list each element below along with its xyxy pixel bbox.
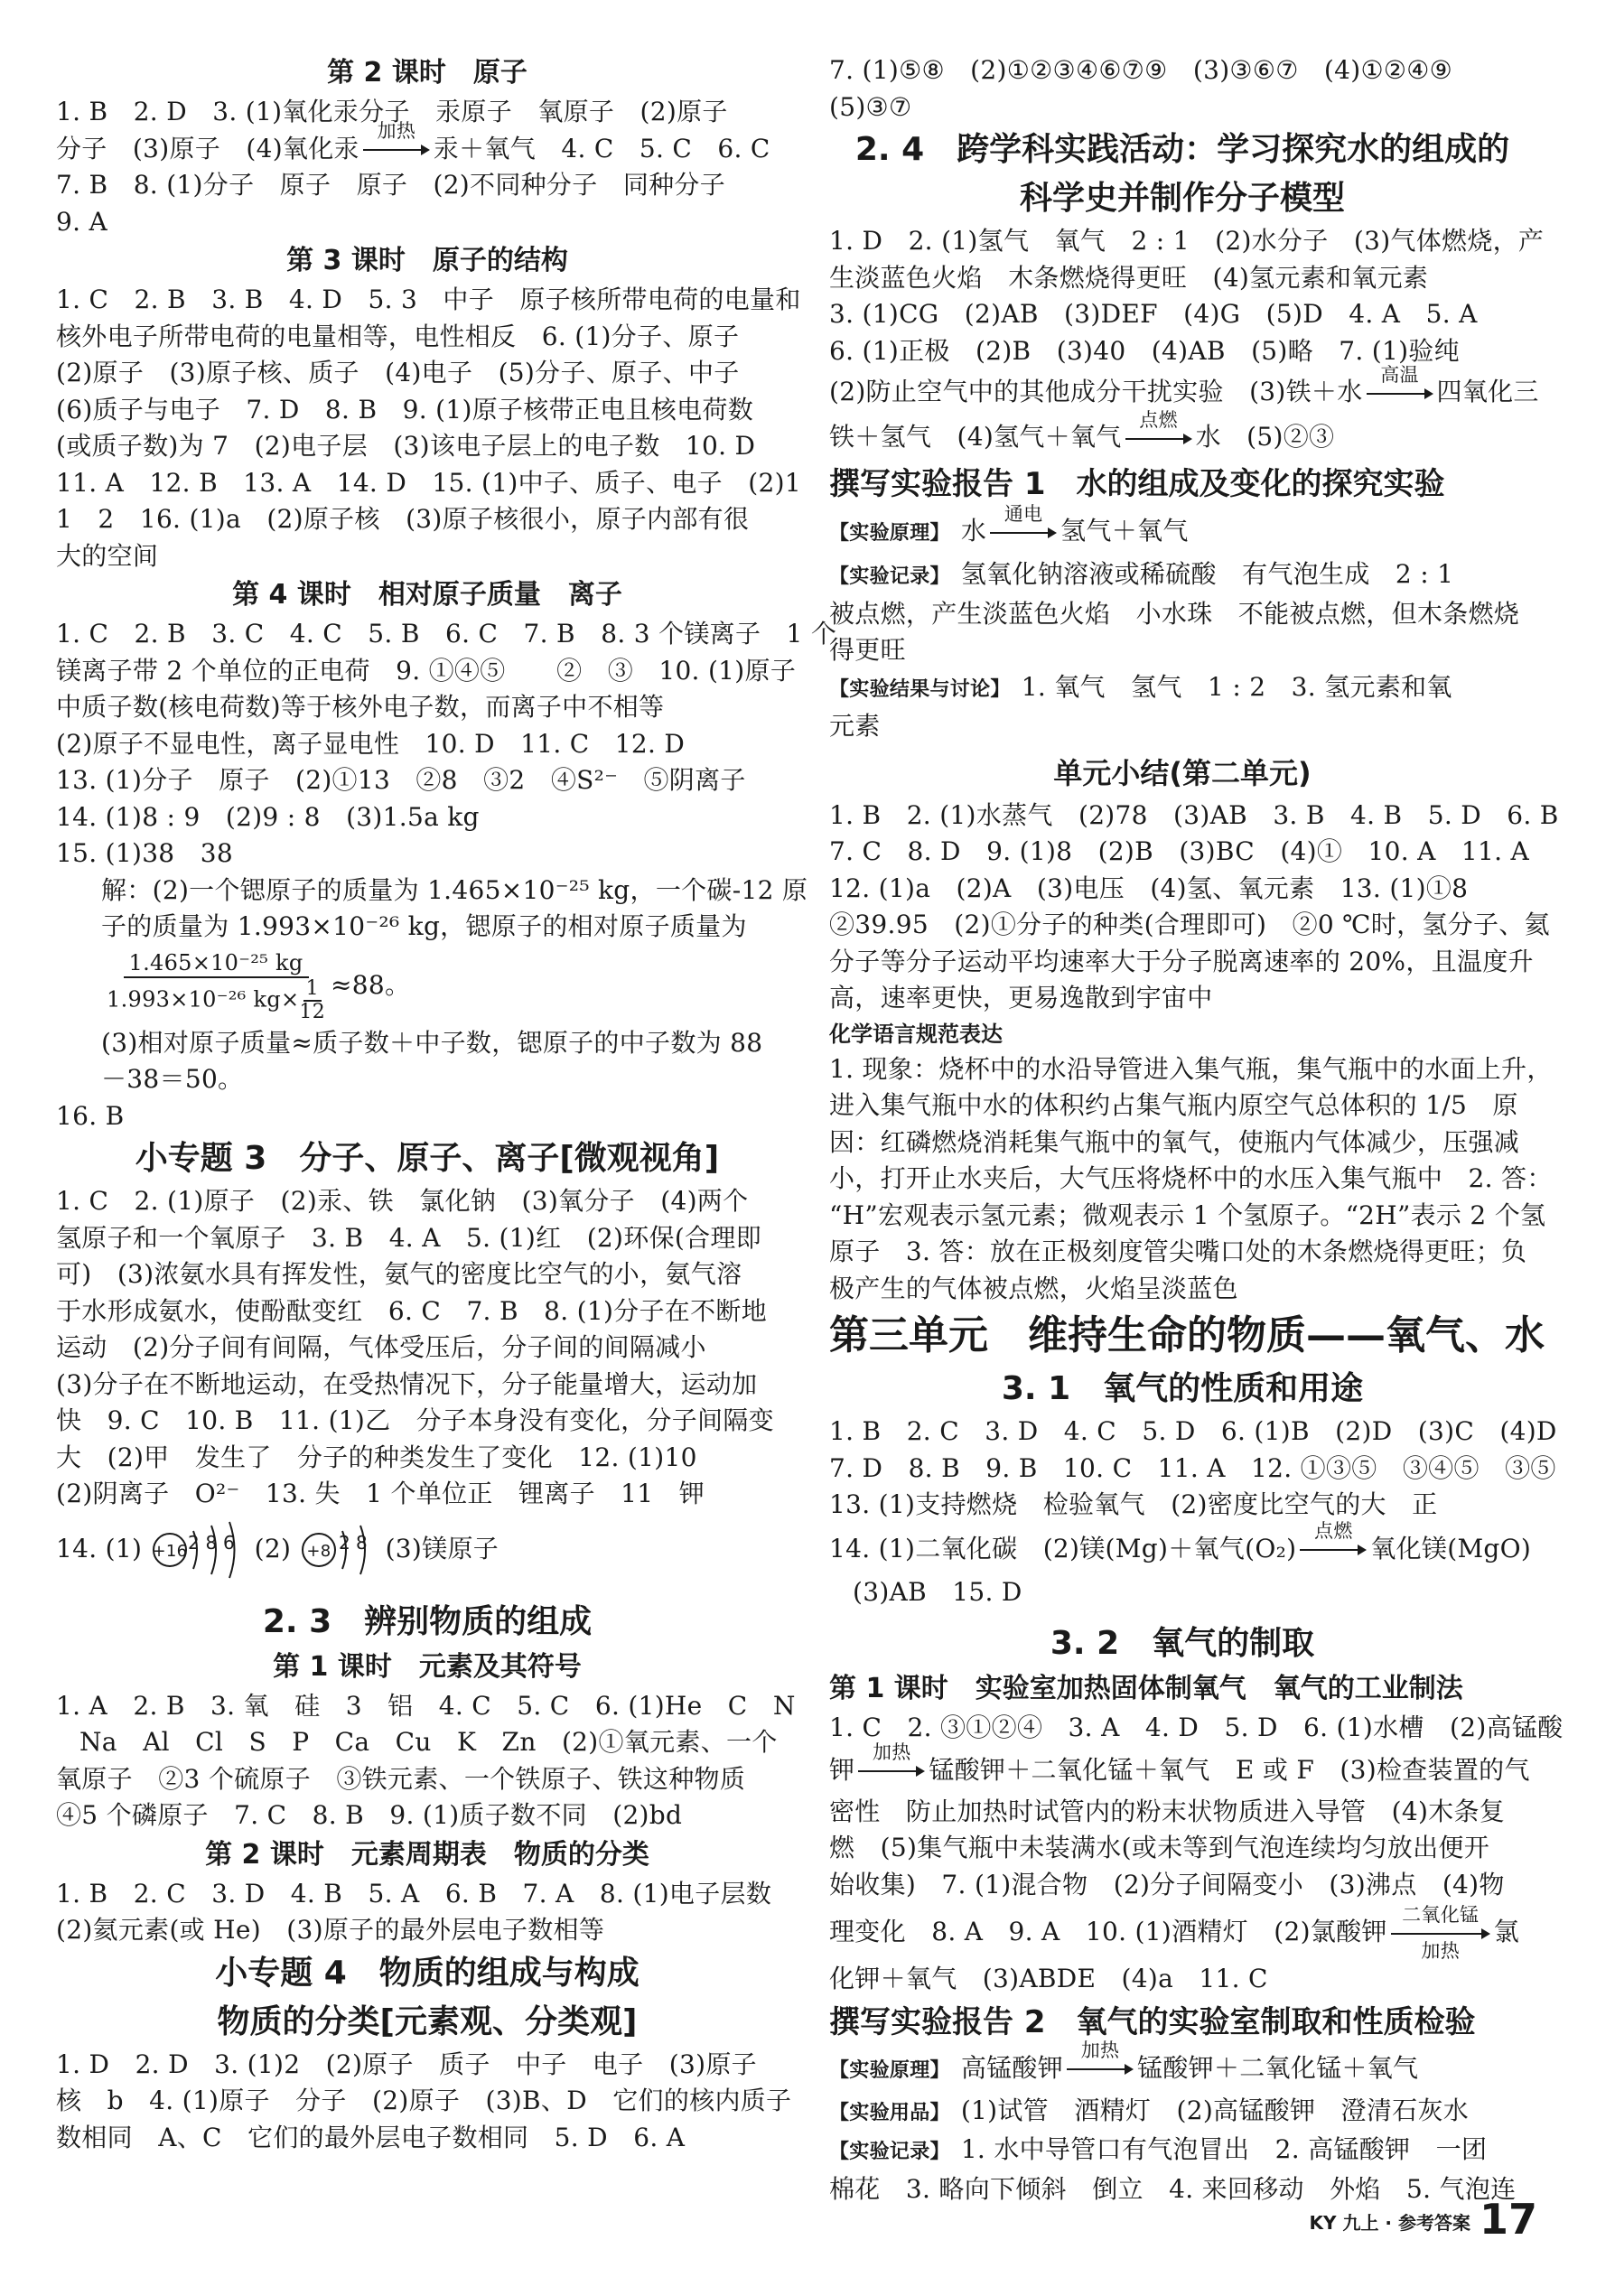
answer-line: ②39.95 (2)①分子的种类(合理即可) ②0 ℃时，氢分子、氦 <box>829 910 1550 939</box>
subsection-title: 化学语言规范表达 <box>829 1021 1003 1047</box>
answer-line: 3. (1)CG (2)AB (3)DEF (4)G (5)D 4. A 5. A <box>829 299 1478 329</box>
answer-line: 1. B 2. (1)水蒸气 (2)78 (3)AB 3. B 4. B 5. D 6. B <box>829 799 1559 830</box>
answer-line-equation: (2)防止空气中的其他成分干扰实验 (3)铁＋水 高温 四氧化三 <box>829 363 1539 406</box>
answer-line: (2)阴离子 O²⁻ 13. 失 1 个单位正 锂离子 11 钾 <box>56 1479 705 1508</box>
answer-line: 13. (1)分子 原子 (2)①13 ②8 ③2 ④S²⁻ ⑤阴离子 <box>56 765 746 795</box>
section-title: 3. 2 氧气的制取 <box>1050 1625 1315 1662</box>
reaction-arrow: 加热 <box>363 144 430 156</box>
answer-line: ④5 个磷原子 7. C 8. B 9. (1)质子数不同 (2)bd <box>56 1800 683 1830</box>
topic-title: 小专题 3 分子、原子、离子[微观视角] <box>135 1140 720 1177</box>
lesson-title: 第 1 课时 元素及其符号 <box>273 1650 582 1683</box>
report-result: 【实验结果与讨论】 1. 氧气 氢气 1 : 2 3. 氢元素和氧 <box>829 671 1452 702</box>
answer-line: 1. B 2. C 3. D 4. B 5. A 6. B 7. A 8. (1)电子层数 <box>56 1878 772 1909</box>
lesson-title: 第 2 课时 原子 <box>327 57 527 89</box>
reaction-arrow: 点燃 <box>1125 433 1192 445</box>
lesson-title: 第 1 课时 实验室加热固体制氧气 氧气的工业制法 <box>829 1673 1463 1704</box>
answer-line-equation: 分子 (3)原子 (4)氧化汞 加热 汞＋氧气 4. C 5. C 6. C <box>56 120 770 163</box>
unit-summary-title: 单元小结(第二单元) <box>1053 755 1312 790</box>
report-title: 撰写实验报告 2 氧气的实验室制取和性质检验 <box>829 2003 1476 2040</box>
lesson-title: 第 4 课时 相对原子质量 离子 <box>232 579 622 611</box>
answer-line-equation: 14. (1)二氧化碳 (2)镁(Mg)＋氧气(O₂) 点燃 氧化镁(MgO) <box>829 1520 1532 1563</box>
atom-structure-line: 14. (1) +16 2 8 6 (2) +8 2 8 (3)镁原子 <box>56 1513 798 1585</box>
answer-line: 化钾＋氧气 (3)ABDE (4)a 11. C <box>829 1964 1268 1993</box>
answer-line: 1. D 2. D 3. (1)2 (2)原子 质子 中子 电子 (3)原子 <box>56 2049 757 2079</box>
answer-line: 运动 (2)分子间有间隔，气体受压后，分子间的间隔减小 <box>56 1332 706 1362</box>
answer-line: (3)AB 15. D <box>853 1576 1022 1607</box>
answer-line: 13. (1)支持燃烧 检验氧气 (2)密度比空气的大 正 <box>829 1489 1438 1519</box>
answer-line: 15. (1)38 38 <box>56 838 233 868</box>
reaction-arrow: 加热 <box>1067 2063 1134 2076</box>
reaction-arrow: 高温 <box>1367 387 1433 400</box>
answer-line: 极产生的气体被点燃，火焰呈淡蓝色 <box>829 1273 1238 1303</box>
answer-line: 氢原子和一个氧原子 3. B 4. A 5. (1)红 (2)环保(合理即 <box>56 1222 761 1253</box>
answer-line: 中质子数(核电荷数)等于核外电子数，而离子中不相等 <box>56 692 665 722</box>
answer-line: (6)质子与电子 7. D 8. B 9. (1)原子核带正电且核电荷数 <box>56 394 753 425</box>
answer-line: 被点燃，产生淡蓝色火焰 小水珠 不能被点燃，但木条燃烧 <box>829 598 1520 629</box>
solution-line: 子的质量为 1.993×10⁻²⁶ kg，锶原子的相对原子质量为 <box>101 911 747 941</box>
fraction: 1.465×10⁻²⁵ kg 1.993×10⁻²⁶ kg× $\frac{1}{12}$ <box>107 950 326 1023</box>
solution-fraction: 1.465×10⁻²⁵ kg 1.993×10⁻²⁶ kg× $\frac{1}{12}$ ≈88。 <box>56 946 798 1025</box>
reaction-arrow: 点燃 <box>1300 1544 1367 1556</box>
section-title: 科学史并制作分子模型 <box>1019 180 1345 217</box>
right-column <box>829 52 1564 2207</box>
answer-line: 高，速率更快，更易逸散到宇宙中 <box>829 983 1213 1013</box>
answer-line: 因：红磷燃烧消耗集气瓶中的氧气，使瓶内气体减少，压强减 <box>829 1126 1520 1157</box>
answer-line-equation: 铁＋氢气 (4)氢气＋氧气 点燃 水 (5)②③ <box>829 408 1335 452</box>
oxygen-ion-diagram <box>299 1518 377 1582</box>
solution-line: (3)相对原子质量≈质子数＋中子数，锶原子的中子数为 88 <box>101 1027 763 1058</box>
left-column <box>56 52 837 2156</box>
section-title: 3. 1 氧气的性质和用途 <box>1001 1370 1364 1407</box>
answer-line: 7. B 8. (1)分子 原子 原子 (2)不同种分子 同种分子 <box>56 170 726 200</box>
unit-title: 第三单元 维持生命的物质——氧气、水 <box>829 1312 1545 1358</box>
answer-line: 核外电子所带电荷的电量相等，电性相反 6. (1)分子、原子 <box>56 321 740 351</box>
answer-line: 元素 <box>829 711 881 741</box>
answer-line: 1. A 2. B 3. 氧 硅 3 铝 4. C 5. C 6. (1)He C N <box>56 1690 796 1721</box>
answer-line: 1. B 2. D 3. (1)氧化汞分子 汞原子 氧原子 (2)原子 <box>56 97 728 126</box>
solution-line: －38＝50。 <box>101 1064 244 1094</box>
answer-line: 7. C 8. D 9. (1)8 (2)B (3)BC (4)① 10. A 11. A <box>829 836 1530 866</box>
answer-line: 7. (1)⑤⑧ (2)①②③④⑥⑦⑨ (3)③⑥⑦ (4)①②④⑨ <box>829 55 1453 85</box>
answer-line: 可) (3)浓氨水具有挥发性，氨气的密度比空气的小，氨气溶 <box>56 1259 742 1289</box>
answer-line: 密性 防止加热时试管内的粉末状物质进入导管 (4)木条复 <box>829 1796 1506 1826</box>
answer-line: (3)分子在不断地运动，在受热情况下，分子能量增大，运动加 <box>56 1368 758 1399</box>
topic-title: 小专题 4 物质的组成与构成 <box>215 1954 639 1992</box>
report-record: 【实验记录】 1. 水中导管口有气泡冒出 2. 高锰酸钾 一团 <box>829 2134 1488 2164</box>
answer-line: 燃 (5)集气瓶中未装满水(或未等到气泡连续均匀放出便开 <box>829 1833 1489 1862</box>
answer-line: 9. A <box>56 206 108 237</box>
answer-line: 1. C 2. ③①②④ 3. A 4. D 5. D 6. (1)水槽 (2)高锰酸 <box>829 1713 1564 1742</box>
sulfur-atom-diagram <box>150 1518 246 1582</box>
answer-line: 1. C 2. (1)原子 (2)汞、铁 氯化钠 (3)氧分子 (4)两个 <box>56 1186 749 1216</box>
answer-line: (2)原子 (3)原子核、质子 (4)电子 (5)分子、原子、中子 <box>56 358 740 387</box>
answer-line: 小，打开止水夹后，大气压将烧杯中的水压入集气瓶中 2. 答： <box>829 1163 1553 1193</box>
answer-line: (2)氦元素(或 He) (3)原子的最外层电子数相等 <box>56 1915 605 1945</box>
answer-line: 1. 现象：烧杯中的水沿导管进入集气瓶，集气瓶中的水面上升， <box>829 1053 1553 1084</box>
page-footer <box>1309 2195 1537 2244</box>
answer-line: (2)原子不显电性，离子显电性 10. D 11. C 12. D <box>56 728 686 759</box>
report-principle: 【实验原理】 高锰酸钾 加热 锰酸钾＋二氧化锰＋氧气 <box>829 2039 1419 2083</box>
answer-line: 核 b 4. (1)原子 分子 (2)原子 (3)B、D 它们的核内质子 <box>56 2086 792 2115</box>
answer-line: “H”宏观表示氢元素；微观表示 1 个氢原子。“2H”表示 2 个氢 <box>829 1199 1546 1230</box>
answer-line: 棉花 3. 略向下倾斜 倒立 4. 来回移动 外焰 5. 气泡连 <box>829 2173 1517 2204</box>
report-tools: 【实验用品】 (1)试管 酒精灯 (2)高锰酸钾 澄清石灰水 <box>829 2095 1470 2125</box>
report-record: 【实验记录】 氢氧化钠溶液或稀硫酸 有气泡生成 2 : 1 <box>829 559 1454 589</box>
lesson-title: 第 2 课时 元素周期表 物质的分类 <box>205 1838 649 1871</box>
answer-line: 16. B <box>56 1100 125 1131</box>
section-title: 2. 4 跨学科实践活动：学习探究水的组成的 <box>854 131 1510 168</box>
answer-line: 始收集) 7. (1)混合物 (2)分子间隔变小 (3)沸点 (4)物 <box>829 1869 1505 1899</box>
nucleus-charge: +16 <box>152 1542 188 1561</box>
answer-line: 1 2 16. (1)a (2)原子核 (3)原子核很小，原子内部有很 <box>56 504 750 534</box>
answer-line: (或质子数)为 7 (2)电子层 (3)该电子层上的电子数 10. D <box>56 431 756 461</box>
shell-electrons: 2 8 6 <box>188 1532 236 1554</box>
answer-line: 1. D 2. (1)氢气 氧气 2 : 1 (2)水分子 (3)气体燃烧，产 <box>829 226 1545 256</box>
answer-line: 1. B 2. C 3. D 4. C 5. D 6. (1)B (2)D (3)C (4)D <box>829 1416 1557 1446</box>
answer-line: 7. D 8. B 9. B 10. C 11. A 12. ①③⑤ ③④⑤ ③⑤ <box>829 1452 1556 1483</box>
answer-line: 6. (1)正极 (2)B (3)40 (4)AB (5)略 7. (1)验纯 <box>829 335 1460 366</box>
report-principle: 【实验原理】 水 通电 氢气＋氧气 <box>829 502 1189 546</box>
lesson-title: 第 3 课时 原子的结构 <box>286 245 568 276</box>
solution-line: 解：(2)一个锶原子的质量为 1.465×10⁻²⁵ kg，一个碳-12 原 <box>101 874 808 905</box>
answer-line-equation: 理变化 8. A 9. A 10. (1)酒精灯 (2)氯酸钾 二氧化锰 加热 氯 <box>829 1903 1520 1962</box>
answer-line: 12. (1)a (2)A (3)电压 (4)氢、氧元素 13. (1)①8 <box>829 873 1469 903</box>
answer-line: 原子 3. 答：放在正极刻度管尖嘴口处的木条燃烧得更旺；负 <box>829 1237 1527 1266</box>
reaction-arrow: 加热 <box>858 1765 925 1778</box>
answer-line: 大 (2)甲 发生了 分子的种类发生了变化 12. (1)10 <box>56 1442 697 1472</box>
answer-line: 氧原子 ②3 个硫原子 ③铁元素、一个铁原子、铁这种物质 <box>56 1763 746 1794</box>
report-title: 撰写实验报告 1 水的组成及变化的探究实验 <box>829 466 1445 502</box>
answer-line: 分子等分子运动平均速率大于分子脱离速率的 20%，且温度升 <box>829 946 1534 976</box>
answer-line: 于水形成氨水，使酚酞变红 6. C 7. B 8. (1)分子在不断地 <box>56 1295 768 1326</box>
answer-line: 镁离子带 2 个单位的正电荷 9. ①④⑤ ② ③ 10. (1)原子 <box>56 655 797 686</box>
answer-line-equation: 钾 加热 锰酸钾＋二氧化锰＋氧气 E 或 F (3)检查装置的气 <box>829 1741 1530 1785</box>
answer-line: 大的空间 <box>56 540 159 571</box>
answer-line: 快 9. C 10. B 11. (1)乙 分子本身没有变化，分子间隔变 <box>56 1405 774 1435</box>
answer-line: 数相同 A、C 它们的最外层电子数相同 5. D 6. A <box>56 2122 686 2152</box>
nucleus-charge: +8 <box>306 1542 331 1561</box>
answer-line: Na Al Cl S P Ca Cu K Zn (2)①氧元素、一个 <box>79 1727 778 1757</box>
topic-subtitle: 物质的分类[元素观、分类观] <box>217 2002 638 2040</box>
section-title: 2. 3 辨别物质的组成 <box>262 1602 593 1640</box>
answer-line: 得更旺 <box>829 635 906 665</box>
reaction-arrow: 二氧化锰 加热 <box>1391 1927 1490 1940</box>
footer-meta: KY 九上 · 参考答案 <box>1309 2212 1470 2234</box>
page-number: 17 <box>1479 2195 1537 2244</box>
answer-line: (5)③⑦ <box>829 91 912 122</box>
answer-line: 1. C 2. B 3. B 4. D 5. 3 中子 原子核所带电荷的电量和 <box>56 285 801 314</box>
reaction-arrow: 通电 <box>990 527 1057 539</box>
answer-line: 1. C 2. B 3. C 4. C 5. B 6. C 7. B 8. 3 个镁离子 1 个 <box>56 619 837 649</box>
shell-electrons: 2 8 <box>339 1532 369 1554</box>
answer-line: 进入集气瓶中水的体积约占集气瓶内原空气总体积的 1/5 原 <box>829 1090 1518 1120</box>
answer-line: 11. A 12. B 13. A 14. D 15. (1)中子、质子、电子 (2)1 <box>56 467 801 498</box>
answer-line: 14. (1)8 : 9 (2)9 : 8 (3)1.5a kg <box>56 801 480 832</box>
answer-line: 生淡蓝色火焰 木条燃烧得更旺 (4)氢元素和氧元素 <box>829 262 1429 293</box>
